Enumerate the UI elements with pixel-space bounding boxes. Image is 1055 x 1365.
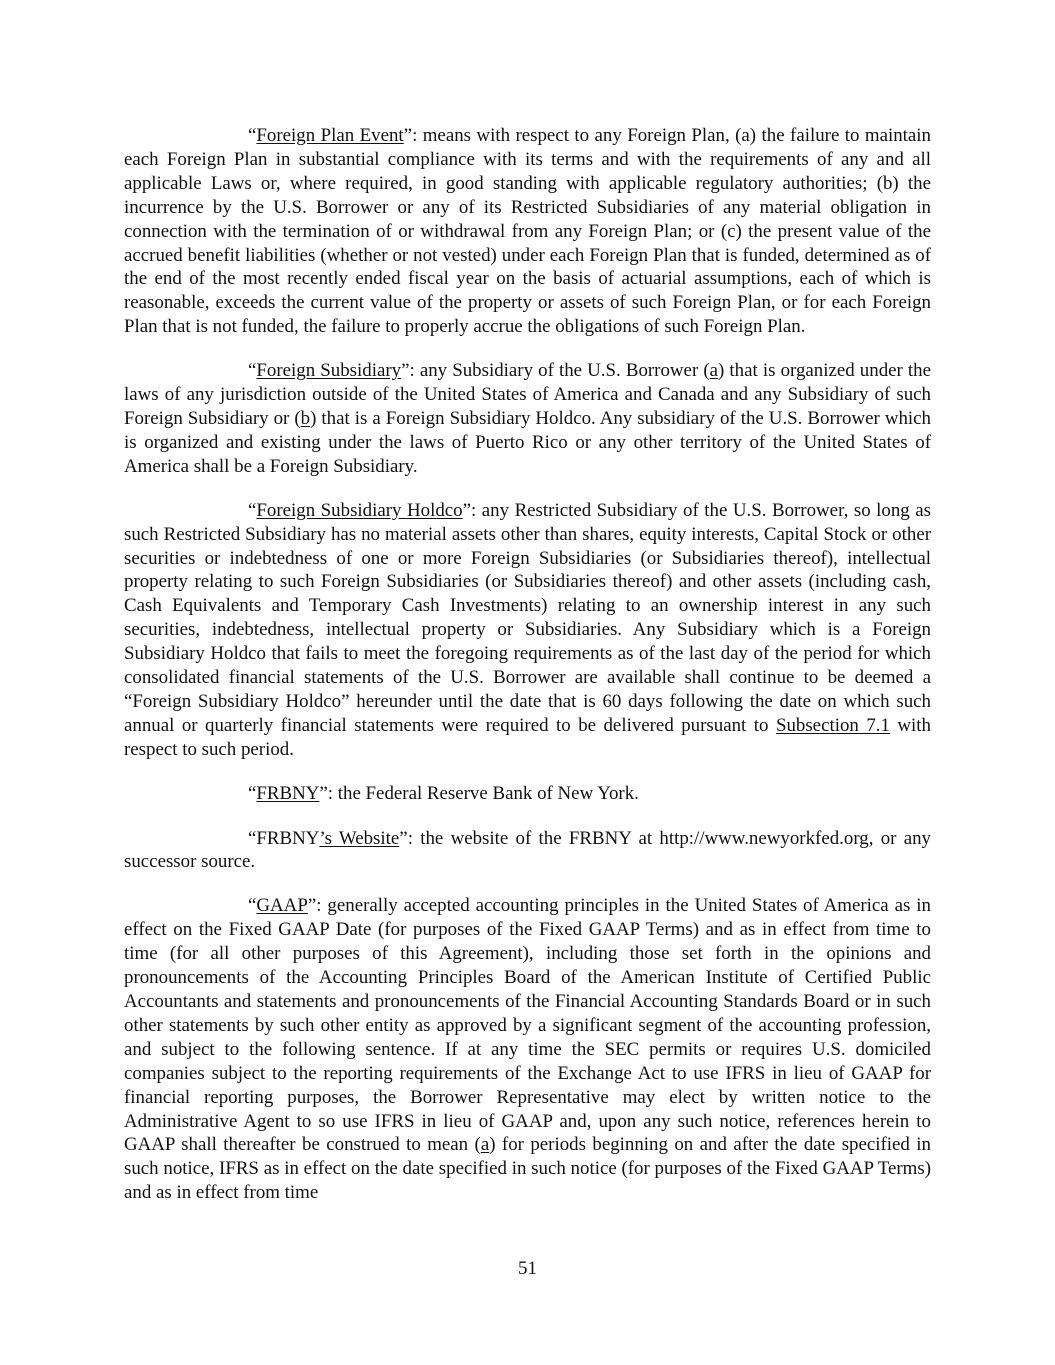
subsection-reference: Subsection 7.1	[775, 714, 890, 736]
clause-marker-a: a	[480, 1134, 490, 1156]
open-quote: “	[248, 499, 257, 521]
definition-foreign-plan-event	[124, 124, 931, 339]
close-quote: ”	[319, 782, 328, 804]
definition-foreign-subsidiary	[124, 359, 931, 479]
open-quote: “FRBNY	[248, 827, 320, 849]
definition-frbny	[124, 782, 931, 806]
definition-foreign-subsidiary-holdco	[124, 499, 931, 762]
open-quote: “	[248, 782, 257, 804]
defined-term: Foreign Plan Event	[256, 125, 404, 146]
definition-text: : the website of the FRBNY at http://www.newyorkfed.org, or any successor source.	[124, 827, 931, 873]
document-page	[124, 124, 931, 1225]
defined-term: FRBNY	[256, 782, 320, 804]
definition-gaap	[124, 894, 931, 1205]
definition-text: : any Restricted Subsidiary of the U.S. Borrower, so long as such Restricted Subsidiary has no material assets other than shares, equity interests, Capital Stock or other securities or indebtedness of one or more Foreign Subsidiaries (or Subsidiaries thereof), intellectual property relating to such Foreign Subsidiaries (or Subsidiaries thereof) and other assets (including cash, Cash Equivalents and Temporary Cash Investments) relating to an ownership interest in any such securities, indebtedness, intellectual property or Subsidiaries. Any Subsidiary which is a Foreign Subsidiary Holdco that fails to meet the foregoing requirements as of the last day of the period for which consolidated financial statements of the U.S. Borrower are available shall continue to be deemed a “Foreign Subsidiary Holdco” hereunder until the date that is 60 days following the date on which such annual or quarterly financial statements were required to be delivered pursuant to	[124, 499, 931, 736]
defined-term: Foreign Subsidiary	[256, 360, 402, 382]
definition-text: : any Subsidiary of the U.S. Borrower (	[409, 360, 710, 382]
clause-marker-a: a	[709, 360, 719, 382]
definition-text: with respect to such period.	[124, 714, 931, 760]
definition-text: ) that is a Foreign Subsidiary Holdco. Any subsidiary of the U.S. Borrower which is organized and existing under the laws of Puerto Rico or any other territory of the United States of America shall be a Foreign Subsidiary.	[124, 407, 931, 477]
close-quote: ”	[403, 125, 413, 146]
definition-text: ) for periods beginning on and after the date specified in such notice, IFRS as in effect on the date specified in such notice (for purposes of the Fixed GAAP Terms) and as in effect from time	[124, 1134, 931, 1204]
defined-term: Foreign Subsidiary Holdco	[256, 499, 463, 521]
defined-term: ’s Website	[319, 827, 400, 849]
clause-marker-b: b	[300, 407, 311, 429]
definition-text: ) that is organized under the laws of any jurisdiction outside of the United States of America and Canada and any Subsidiary of such Foreign Subsidiary or (	[124, 360, 931, 429]
close-quote: ”	[399, 827, 408, 849]
definition-text: : the Federal Reserve Bank of New York.	[327, 782, 639, 804]
close-quote: ”	[307, 895, 317, 917]
defined-term: GAAP	[256, 895, 308, 917]
close-quote: ”	[462, 499, 472, 521]
page-number: 51	[518, 1258, 537, 1279]
definition-frbny-website	[124, 827, 931, 875]
close-quote: ”	[401, 360, 410, 382]
open-quote: “	[248, 125, 257, 146]
open-quote: “	[248, 895, 257, 917]
definition-text: : means with respect to any Foreign Plan, (a) the failure to maintain each Foreign Plan in substantial compliance with its terms and with the requirements of any and all applicable Laws or, where required, in good standing with applicable regulatory authorities; (b) the incurrence by the U.S. Borrower or any of its Restricted Subsidiaries of any material obligation in connection with the termination of or withdrawal from any Foreign Plan; or (c) the present value of the accrued benefit liabilities (whether or not vested) under each Foreign Plan that is funded, determined as of the end of the most recently ended fiscal year on the basis of actuarial assumptions, each of which is reasonable, exceeds the current value of the property or assets of such Foreign Plan, or for each Foreign Plan that is not funded, the failure to properly accrue the obligations of such Foreign Plan.	[124, 125, 931, 338]
definition-text: : generally accepted accounting principles in the United States of America as in effect on the Fixed GAAP Date (for purposes of the Fixed GAAP Terms) and as in effect from time to time (for all other purposes of this Agreement), including those set forth in the opinions and pronouncements of the Accounting Principles Board of the American Institute of Certified Public Accountants and statements and pronouncements of the Financial Accounting Standards Board or in such other statements by such other entity as approved by a significant segment of the accounting profession, and subject to the following sentence. If at any time the SEC permits or requires U.S. domiciled companies subject to the reporting requirements of the Exchange Act to use IFRS in lieu of GAAP for financial reporting purposes, the Borrower Representative may elect by written notice to the Administrative Agent to so use IFRS in lieu of GAAP and, upon any such notice, references herein to GAAP shall thereafter be construed to mean (	[124, 895, 931, 1156]
open-quote: “	[248, 360, 257, 382]
